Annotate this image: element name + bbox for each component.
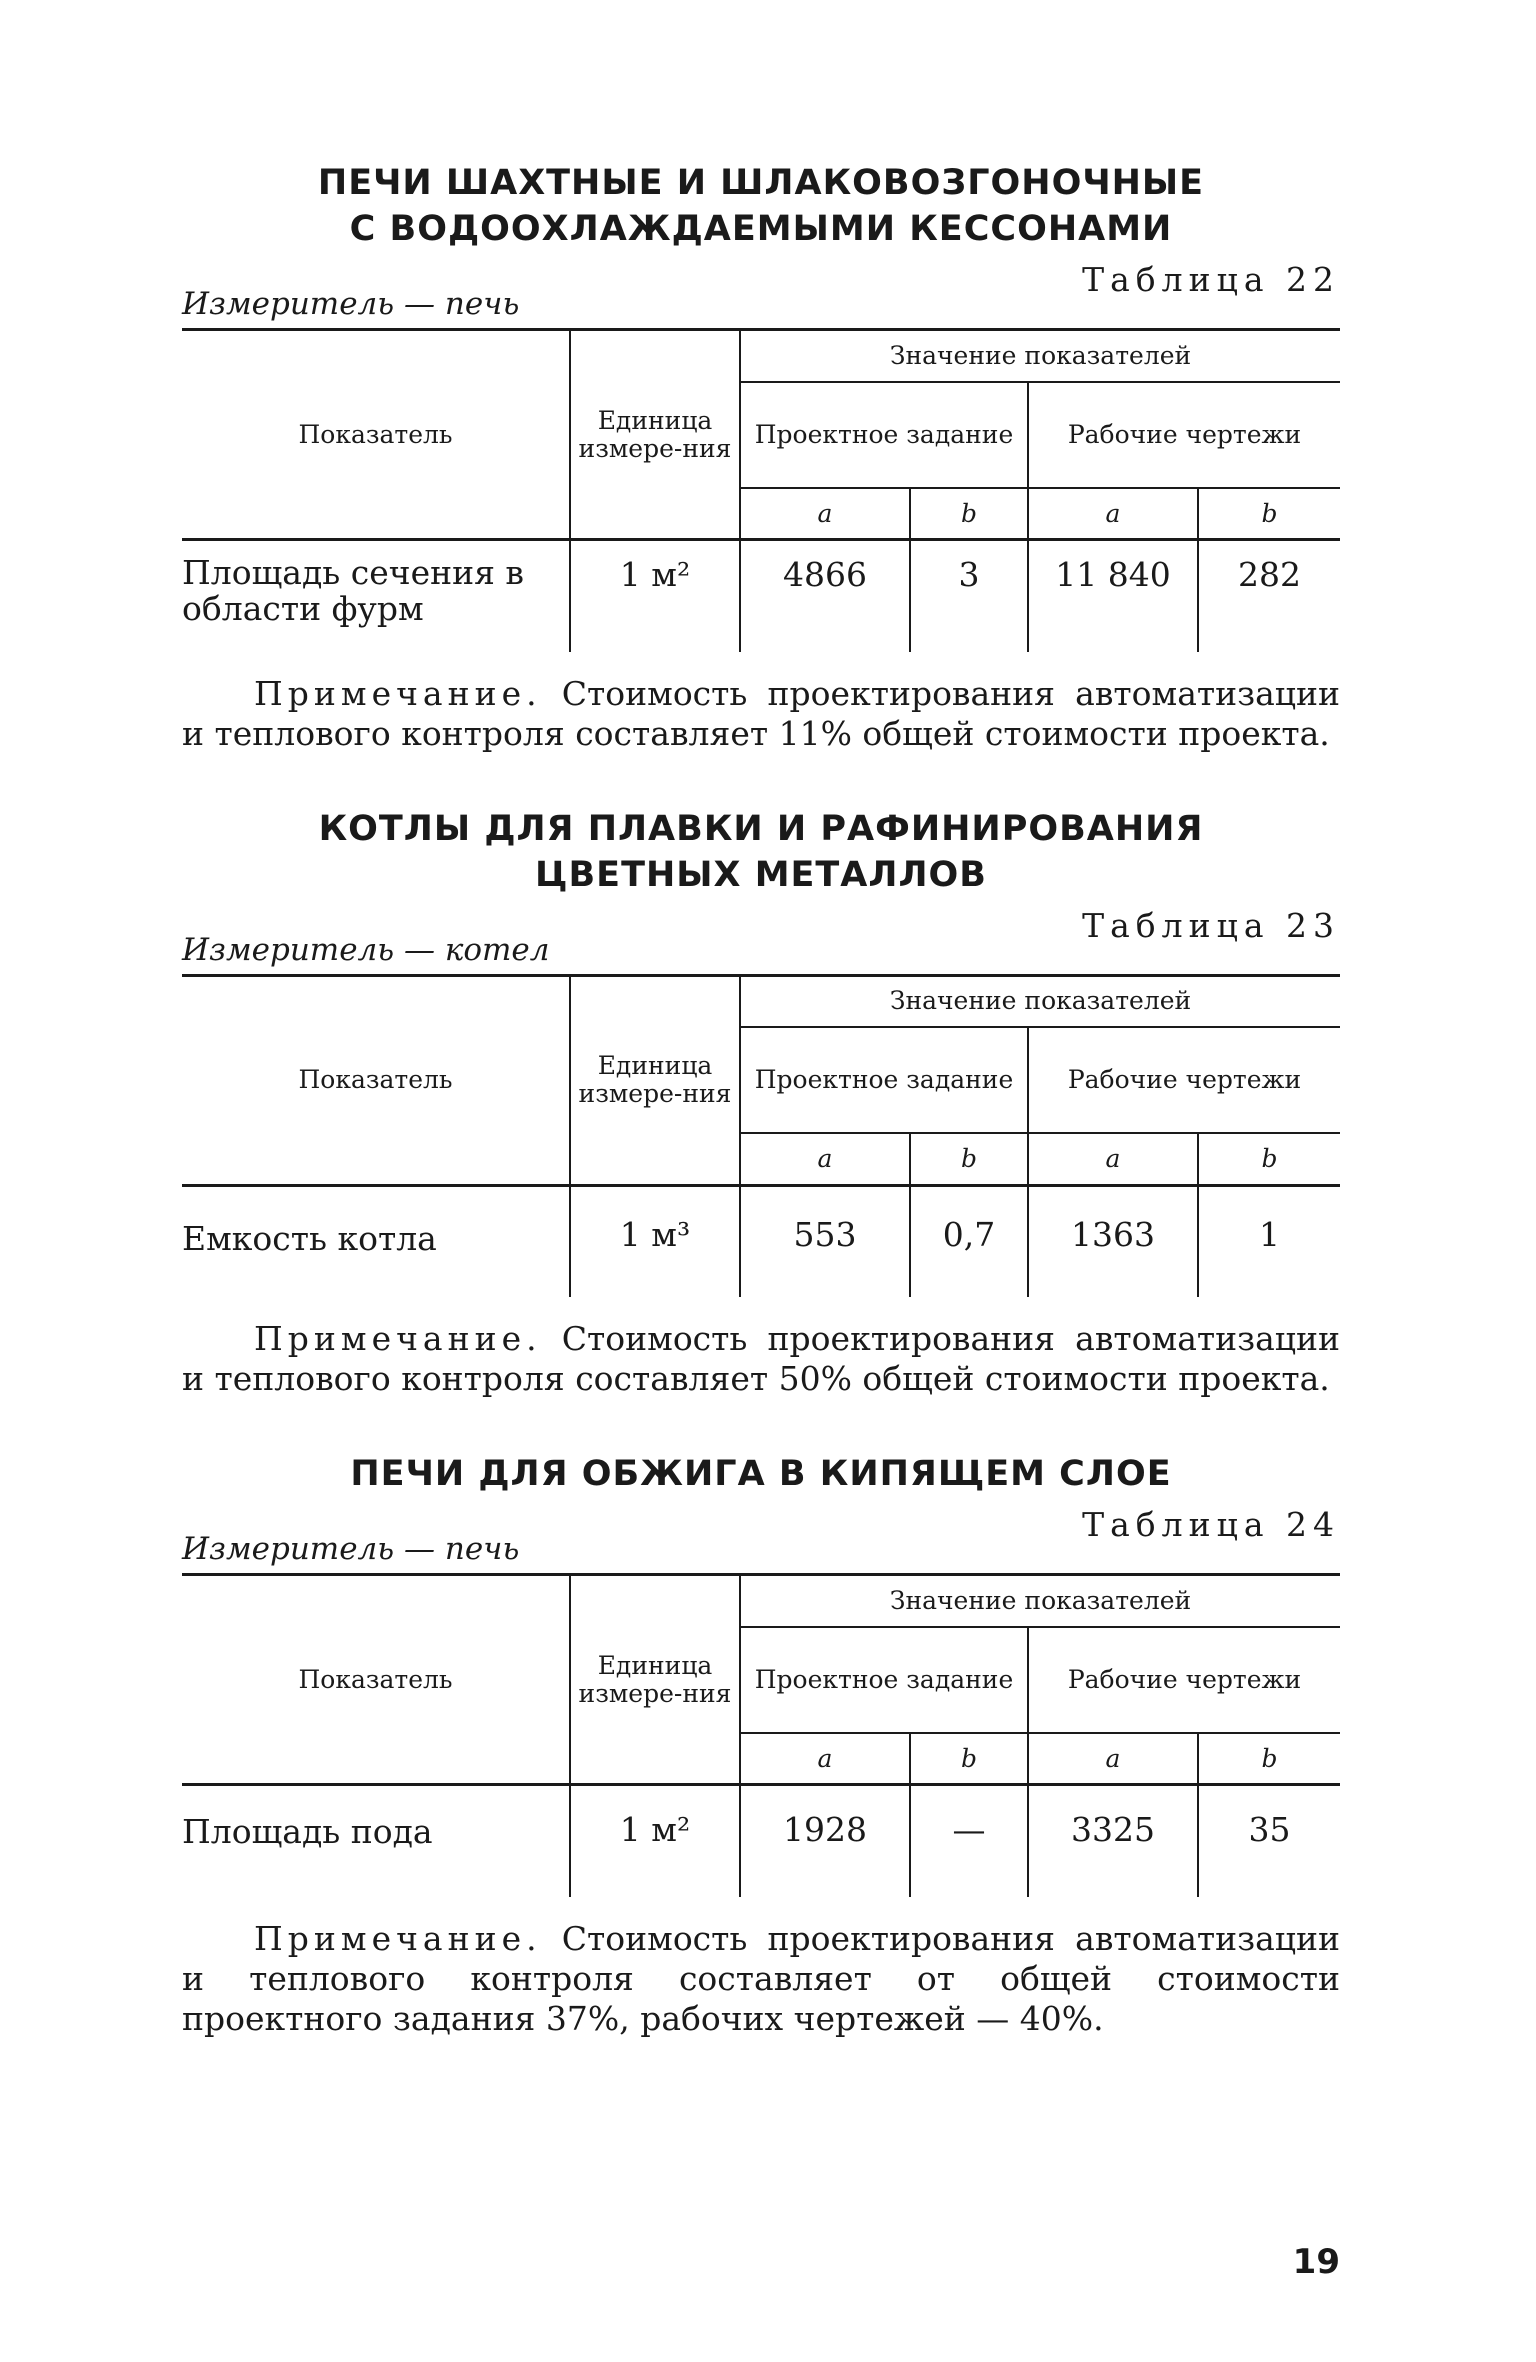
drawings-b-cell: 282	[1198, 540, 1340, 652]
header-values: Значение показателей	[740, 975, 1340, 1027]
title-line-2: С ВОДООХЛАЖДАЕМЫМИ КЕССОНАМИ	[349, 209, 1173, 249]
header-working-drawings: Рабочие чертежи	[1028, 382, 1340, 488]
table-22	[182, 328, 1340, 652]
section-table-22	[182, 160, 1340, 754]
drawings-b-cell: 1	[1198, 1185, 1340, 1297]
section-title	[182, 1451, 1340, 1497]
header-b: b	[1198, 1733, 1340, 1785]
indicator-cell: Площадь пода	[182, 1812, 433, 1851]
table-23	[182, 974, 1340, 1298]
header-indicator: Показатель	[182, 1575, 570, 1785]
header-a: a	[740, 1133, 910, 1185]
table-note	[182, 1319, 1340, 1399]
table-note	[182, 1919, 1340, 2039]
unit-cell: 1 м²	[570, 540, 740, 652]
drawings-a-cell: 11 840	[1028, 540, 1198, 652]
section-title	[182, 160, 1340, 252]
project-a-cell: 553	[740, 1185, 910, 1297]
header-project-task: Проектное задание	[740, 382, 1028, 488]
header-working-drawings: Рабочие чертежи	[1028, 1027, 1340, 1133]
header-b: b	[1198, 1133, 1340, 1185]
header-b: b	[910, 488, 1028, 540]
header-a: a	[1028, 1133, 1198, 1185]
header-unit: Единица измере-ния	[570, 330, 740, 540]
table-meta	[182, 252, 1340, 328]
section-table-23	[182, 806, 1340, 1400]
header-working-drawings: Рабочие чертежи	[1028, 1627, 1340, 1733]
note-label: Примечание.	[254, 1918, 542, 1958]
table-note	[182, 674, 1340, 754]
header-b: b	[910, 1733, 1028, 1785]
table-meta	[182, 898, 1340, 974]
note-text: Стоимость проектирования автоматизации и теплового контроля составляет 11% общей стоимости проекта.	[182, 673, 1341, 753]
note-text: Стоимость проектирования автоматизации и теплового контроля составляет 50% общей стоимости проекта.	[182, 1319, 1341, 1398]
header-values: Значение показателей	[740, 1575, 1340, 1627]
unit-cell: 1 м²	[570, 1785, 740, 1897]
header-a: a	[740, 488, 910, 540]
header-project-task: Проектное задание	[740, 1627, 1028, 1733]
header-unit: Единица измере-ния	[570, 975, 740, 1185]
table-number: Таблица 23	[1082, 905, 1340, 945]
section-title	[182, 806, 1340, 898]
header-indicator: Показатель	[182, 330, 570, 540]
header-b: b	[910, 1133, 1028, 1185]
header-a: a	[1028, 488, 1198, 540]
header-b: b	[1198, 488, 1340, 540]
drawings-b-cell: 35	[1198, 1785, 1340, 1897]
project-b-cell: 3	[910, 540, 1028, 652]
header-a: a	[1028, 1733, 1198, 1785]
table-number: Таблица 24	[1082, 1505, 1340, 1544]
project-a-cell: 4866	[740, 540, 910, 652]
title-line-1: ПЕЧИ ШАХТНЫЕ И ШЛАКОВОЗГОНОЧНЫЕ	[317, 163, 1205, 203]
indicator-cell: Площадь сечения в области фурм	[182, 553, 524, 628]
table-24	[182, 1573, 1340, 1897]
indicator-cell: Емкость котла	[182, 1218, 437, 1258]
project-b-cell: —	[910, 1785, 1028, 1897]
project-b-cell: 0,7	[910, 1185, 1028, 1297]
title-line-1: КОТЛЫ ДЛЯ ПЛАВКИ И РАФИНИРОВАНИЯ	[318, 808, 1204, 849]
unit-cell: 1 м³	[570, 1185, 740, 1297]
header-unit: Единица измере-ния	[570, 1575, 740, 1785]
title-line-1: ПЕЧИ ДЛЯ ОБЖИГА В КИПЯЩЕМ СЛОЕ	[350, 1454, 1172, 1494]
table-meta	[182, 1497, 1340, 1573]
drawings-a-cell: 3325	[1028, 1785, 1198, 1897]
section-table-24	[182, 1451, 1340, 2039]
page-content	[182, 160, 1340, 2039]
page-number: 19	[1292, 2242, 1340, 2282]
measure-unit: Измеритель — печь	[182, 1531, 520, 1567]
table-number: Таблица 22	[1082, 260, 1340, 299]
header-values: Значение показателей	[740, 330, 1340, 382]
project-a-cell: 1928	[740, 1785, 910, 1897]
measure-unit: Измеритель — печь	[182, 286, 520, 322]
header-project-task: Проектное задание	[740, 1027, 1028, 1133]
note-label: Примечание.	[254, 673, 542, 713]
note-label: Примечание.	[254, 1319, 542, 1358]
drawings-a-cell: 1363	[1028, 1185, 1198, 1297]
header-a: a	[740, 1733, 910, 1785]
measure-unit: Измеритель — котел	[182, 931, 550, 968]
header-indicator: Показатель	[182, 975, 570, 1185]
note-text: Стоимость проектирования автоматизации и теплового контроля составляет от общей стоимости проектного задания 37%, рабочих чертежей — 40%.	[182, 1918, 1341, 2038]
title-line-2: ЦВЕТНЫХ МЕТАЛЛОВ	[535, 854, 987, 895]
